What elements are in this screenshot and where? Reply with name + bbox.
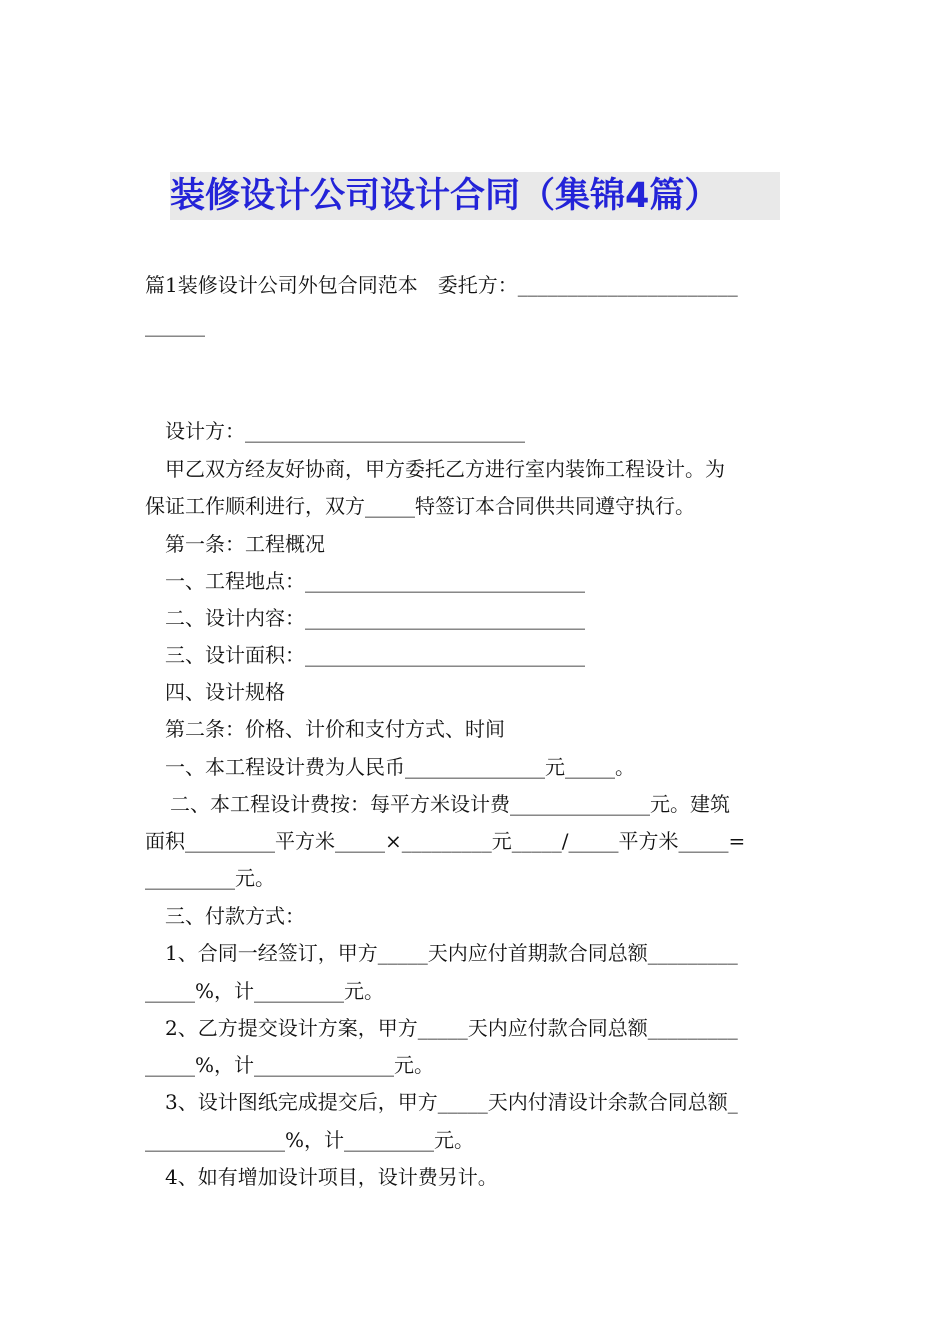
text-line: 保证工作顺利进行，双方_____特签订本合同供共同遵守执行。 [145, 494, 695, 518]
text-line: 2、乙方提交设计方案，甲方_____天内应付款合同总额_________ [165, 1016, 738, 1040]
text-line: 三、付款方式： [165, 904, 305, 928]
text-line: 四、设计规格 [165, 680, 285, 704]
text-line: 4、如有增加设计项目，设计费另计。 [165, 1165, 498, 1189]
text-line: _____%，计______________元。 [145, 1053, 435, 1077]
text-line: 二、本工程设计费按：每平方米设计费______________元。建筑 [170, 792, 730, 816]
text-line: _____%，计_________元。 [145, 979, 385, 1003]
text-line: 一、工程地点：____________________________ [165, 569, 585, 593]
text-line: 1、合同一经签订，甲方_____天内应付首期款合同总额_________ [165, 941, 738, 965]
title-highlight [170, 172, 780, 220]
section-heading-line: 篇1装修设计公司外包合同范本 委托方：______________________ [145, 273, 738, 297]
text-line: 三、设计面积：____________________________ [165, 643, 585, 667]
text-line: 面积_________平方米_____×_________元_____/_____平方米_____= [145, 829, 746, 853]
article-heading: 第二条：价格、计价和支付方式、时间 [165, 717, 505, 741]
article-heading: 第一条：工程概况 [165, 532, 325, 556]
text-line: 3、设计图纸完成提交后，甲方_____天内付清设计余款合同总额_ [165, 1090, 738, 1114]
text-line: 甲乙双方经友好协商，甲方委托乙方进行室内装饰工程设计。为 [165, 457, 725, 481]
document-title: 装修设计公司设计合同（集锦4篇） [170, 176, 720, 216]
text-line: ______________%，计_________元。 [145, 1128, 475, 1152]
text-line: 一、本工程设计费为人民币______________元_____。 [165, 755, 635, 779]
text-line: 二、设计内容：____________________________ [165, 606, 585, 630]
designer-party-line: 设计方：____________________________ [165, 419, 525, 443]
text-line: _________元。 [145, 866, 275, 890]
text-line: ______ [145, 313, 205, 337]
